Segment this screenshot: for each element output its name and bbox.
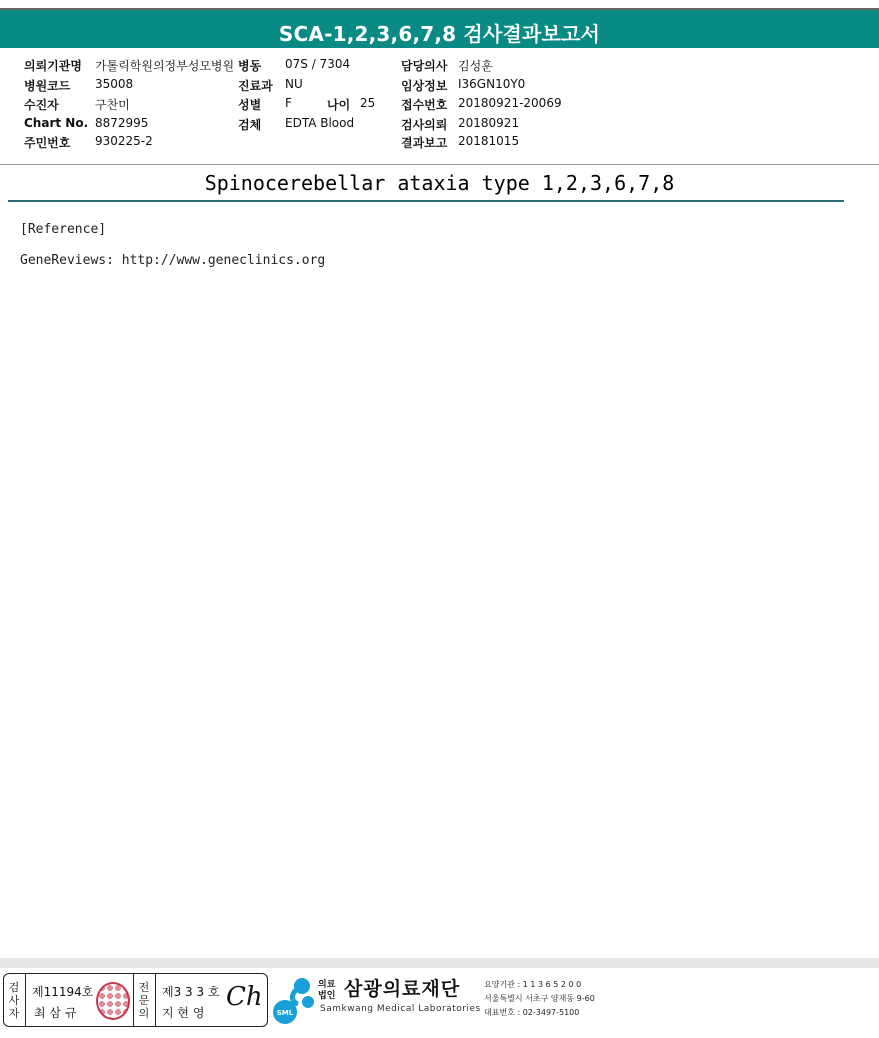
value-receipt-no: 20180921-20069 [458,96,562,110]
header-divider [0,164,879,165]
value-result-report-date: 20181015 [458,134,520,148]
org-small-label-1: 의료 [318,980,336,990]
value-age: 25 [360,96,376,110]
examiner-vertical-char: 사 [8,994,20,1007]
test-subtitle: Spinocerebellar ataxia type 1,2,3,6,7,8 [204,171,675,195]
value-specimen: EDTA Blood [285,116,355,130]
examiner-name: 최 삼 규 [34,1006,77,1020]
value-chart-no: 8872995 [95,116,149,130]
value-resident-no: 930225-2 [95,134,153,148]
org-english-name: Samkwang Medical Laboratories [320,1004,481,1014]
label-resident-no: 주민번호 [24,136,71,150]
org-info-address: 서울특별시 서초구 양재동 9-60 [484,994,595,1003]
label-ward: 병동 [238,59,262,73]
specialist-name: 지 현 영 [162,1006,205,1020]
specialist-license-no: 제3 3 3 호 [162,985,220,999]
label-result-report-date: 결과보고 [401,136,448,150]
specialist-vertical-cell [134,974,156,1026]
value-ward: 07S / 7304 [285,57,351,71]
footer-band [0,958,879,968]
sml-logo-icon [272,976,316,1026]
label-patient-name: 수진자 [24,98,59,112]
examiner-cell-border [4,974,134,1026]
org-small-label-2: 법인 [318,991,336,1001]
value-sex: F [285,96,292,110]
label-age: 나이 [327,98,351,112]
value-hospital-code: 35008 [95,77,134,91]
org-name: 삼광의료재단 [344,978,461,1000]
value-requesting-institution: 가톨릭학원의정부성모병원 [95,59,235,73]
label-hospital-code: 병원코드 [24,79,71,93]
reference-line: GeneReviews: http://www.geneclinics.org [20,253,326,268]
label-clinical-info: 임상정보 [401,79,448,93]
value-test-request-date: 20180921 [458,116,520,130]
label-specimen: 검체 [238,118,262,132]
examiner-license-no: 제11194호 [32,985,94,999]
value-clinical-info: I36GN10Y0 [458,77,526,91]
logo-badge-text: SML [276,1009,294,1017]
org-info-phone: 대표번호 : 02-3497-5100 [484,1008,580,1017]
report-title: SCA-1,2,3,6,7,8 검사결과보고서 [278,22,601,46]
specialist-vertical-char: 의 [138,1007,150,1020]
label-physician: 담당의사 [401,59,448,73]
label-department: 진료과 [238,79,273,93]
report-title-bar [0,8,879,48]
value-patient-name: 구찬미 [95,98,130,112]
value-department: NU [285,77,303,91]
specialist-vertical-char: 전 [138,981,150,994]
org-info-license: 요양기관 : 1 1 3 6 5 2 0 0 [484,980,582,989]
specialist-signature: Ch [226,982,263,1012]
subtitle-underline [8,200,844,202]
label-sex: 성별 [238,98,262,112]
label-test-request-date: 검사의뢰 [401,118,448,132]
label-chart-no: Chart No. [24,116,89,130]
examiner-vertical-char: 검 [8,981,20,994]
label-requesting-institution: 의뢰기관명 [24,59,82,73]
specialist-vertical-char: 문 [138,994,150,1007]
value-physician: 김성훈 [458,59,493,73]
reference-heading: [Reference] [20,222,107,237]
label-receipt-no: 접수번호 [401,98,448,112]
signature-box [3,973,268,1027]
examiner-vertical-char: 자 [8,1007,20,1020]
